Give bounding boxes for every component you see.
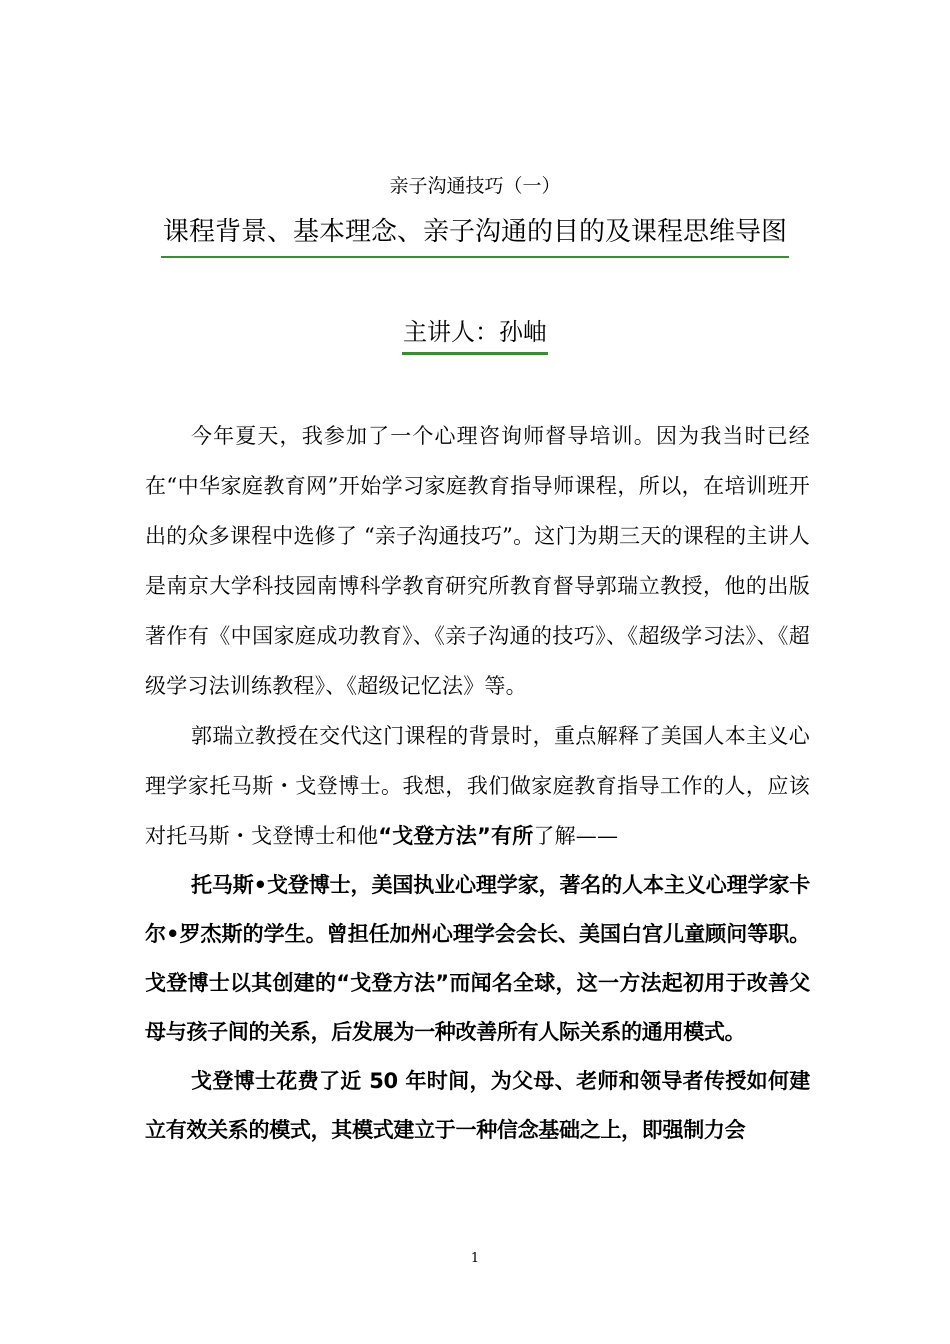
speaker-name: 主讲人：孙岫 — [402, 316, 548, 355]
paragraph-background-lead: 郭瑞立教授在交代这门课程的背景时，重点解释了美国人本主义心理学家托马斯・戈登博士。我想，我们做家庭教育指导工作的人，应该对托马斯・戈登博士和他 — [145, 724, 810, 848]
paragraph-intro: 今年夏天，我参加了一个心理咨询师督导培训。因为我当时已经在“中华家庭教育网”开始学习家庭教育指导师课程，所以，在培训班开出的众多课程中选修了 “亲子沟通技巧”。这门为期三天的课程的主讲人是南京大学科技园南博科学教育研究所教育督导郭瑞立教授，他的出版著作有《中国家庭成功教育》、《亲子沟通的技巧》、《超级学习法》、《超级学习法训练教程》、《超级记忆法》等。 — [145, 424, 810, 698]
paragraph-background-tail: 了解—— — [533, 824, 619, 848]
paragraph-gordon-model: 戈登博士花费了近 50 年时间，为父母、老师和领导者传授如何建立有效关系的模式，其模式建立于一种信念基础之上，即强制力会 — [145, 1069, 810, 1142]
paragraph-background — [145, 711, 810, 861]
speaker-block — [0, 316, 950, 355]
paragraph-gordon-bio: 托马斯•戈登博士，美国执业心理学家，著名的人本主义心理学家卡尔•罗杰斯的学生。曾担任加州心理学会会长、美国白宫儿童顾问等职。戈登博士以其创建的“戈登方法”而闻名全球，这一方法起初用于改善父母与孩子间的关系，后发展为一种改善所有人际关系的通用模式。 — [145, 873, 810, 1044]
document-subtitle: 亲子沟通技巧（一） — [389, 175, 561, 197]
gordon-method-emphasis: “戈登方法”有所 — [378, 824, 534, 848]
body-text — [145, 411, 810, 1155]
page-number: 1 — [470, 1251, 480, 1266]
document-title: 课程背景、基本理念、亲子沟通的目的及课程思维导图 — [161, 214, 789, 258]
document-title-block — [0, 214, 950, 258]
